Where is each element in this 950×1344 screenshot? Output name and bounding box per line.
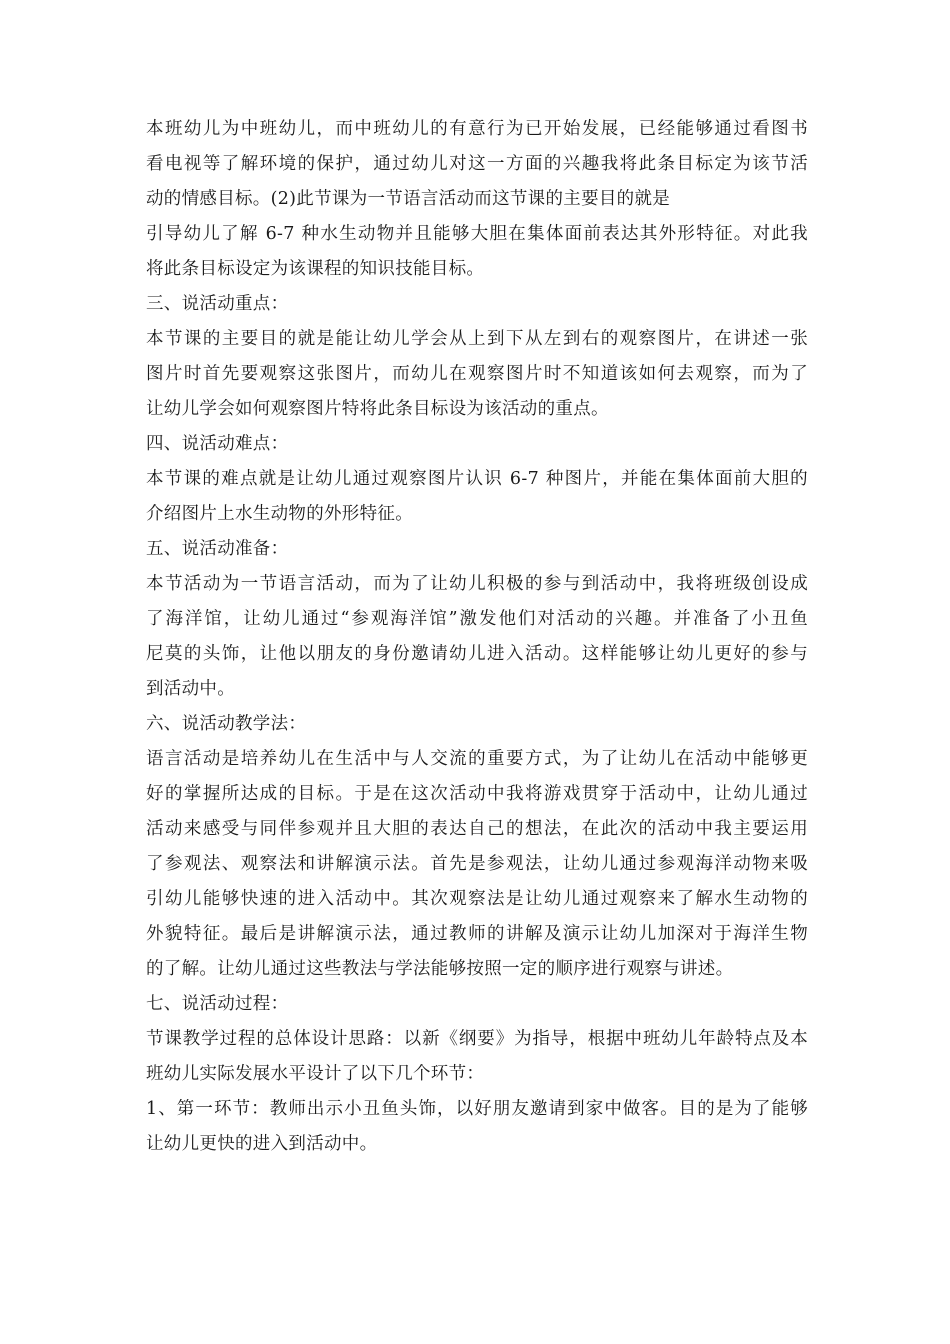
section-heading: 七、说活动过程： (146, 994, 289, 1014)
paragraph-line: 好的掌握所达成的目标。于是在这次活动中我将游戏贯穿于活动中，让幼儿通过 (146, 784, 808, 804)
paragraph-line: 让幼儿学会如何观察图片特将此条目标设为该活动的重点。 (146, 399, 609, 419)
paragraph-line: 尼莫的头饰，让他以朋友的身份邀请幼儿进入活动。这样能够让幼儿更好的参与 (146, 644, 808, 664)
paragraph-line: 1、第一环节：教师出示小丑鱼头饰，以好朋友邀请到家中做客。目的是为了能够 (146, 1099, 808, 1119)
paragraph-line: 语言活动是培养幼儿在生活中与人交流的重要方式，为了让幼儿在活动中能够更 (146, 749, 808, 769)
paragraph-line: 图片时首先要观察这张图片，而幼儿在观察图片时不知道该如何去观察，而为了 (146, 364, 808, 384)
paragraph-line: 本节课的主要目的就是能让幼儿学会从上到下从左到右的观察图片，在讲述一张 (146, 329, 808, 349)
paragraph-line: 本班幼儿为中班幼儿，而中班幼儿的有意行为已开始发展，已经能够通过看图书 (146, 119, 808, 139)
paragraph-line: 介绍图片上水生动物的外形特征。 (146, 504, 413, 524)
document-body (146, 112, 808, 1162)
paragraph-line: 节课教学过程的总体设计思路：以新《纲要》为指导，根据中班幼儿年龄特点及本 (146, 1029, 808, 1049)
paragraph-line: 引幼儿能够快速的进入活动中。其次观察法是让幼儿通过观察来了解水生动物的 (146, 889, 808, 909)
section-heading: 六、说活动教学法： (146, 714, 307, 734)
paragraph-line: 本节活动为一节语言活动，而为了让幼儿积极的参与到活动中，我将班级创设成 (146, 574, 808, 594)
paragraph-line: 了海洋馆，让幼儿通过“参观海洋馆”激发他们对活动的兴趣。并准备了小丑鱼 (146, 609, 808, 629)
paragraph-line: 动的情感目标。(2)此节课为一节语言活动而这节课的主要目的就是 (146, 189, 671, 209)
paragraph-line: 的了解。让幼儿通过这些教法与学法能够按照一定的顺序进行观察与讲述。 (146, 959, 734, 979)
paragraph-line: 班幼儿实际发展水平设计了以下几个环节： (146, 1064, 485, 1084)
paragraph-line: 到活动中。 (146, 679, 235, 699)
paragraph-line: 引导幼儿了解 6-7 种水生动物并且能够大胆在集体面前表达其外形特征。对此我 (146, 224, 808, 244)
paragraph-line: 外貌特征。最后是讲解演示法，通过教师的讲解及演示让幼儿加深对于海洋生物 (146, 924, 808, 944)
paragraph-line: 看电视等了解环境的保护，通过幼儿对这一方面的兴趣我将此条目标定为该节活 (146, 154, 808, 174)
paragraph-line: 了参观法、观察法和讲解演示法。首先是参观法，让幼儿通过参观海洋动物来吸 (146, 854, 808, 874)
paragraph-line: 将此条目标设定为该课程的知识技能目标。 (146, 259, 485, 279)
section-heading: 四、说活动难点： (146, 434, 289, 454)
section-heading: 五、说活动准备： (146, 539, 289, 559)
section-heading: 三、说活动重点： (146, 294, 289, 314)
paragraph-line: 让幼儿更快的进入到活动中。 (146, 1134, 378, 1154)
paragraph-line: 本节课的难点就是让幼儿通过观察图片认识 6-7 种图片，并能在集体面前大胆的 (146, 469, 808, 489)
paragraph-line: 活动来感受与同伴参观并且大胆的表达自己的想法，在此次的活动中我主要运用 (146, 819, 808, 839)
